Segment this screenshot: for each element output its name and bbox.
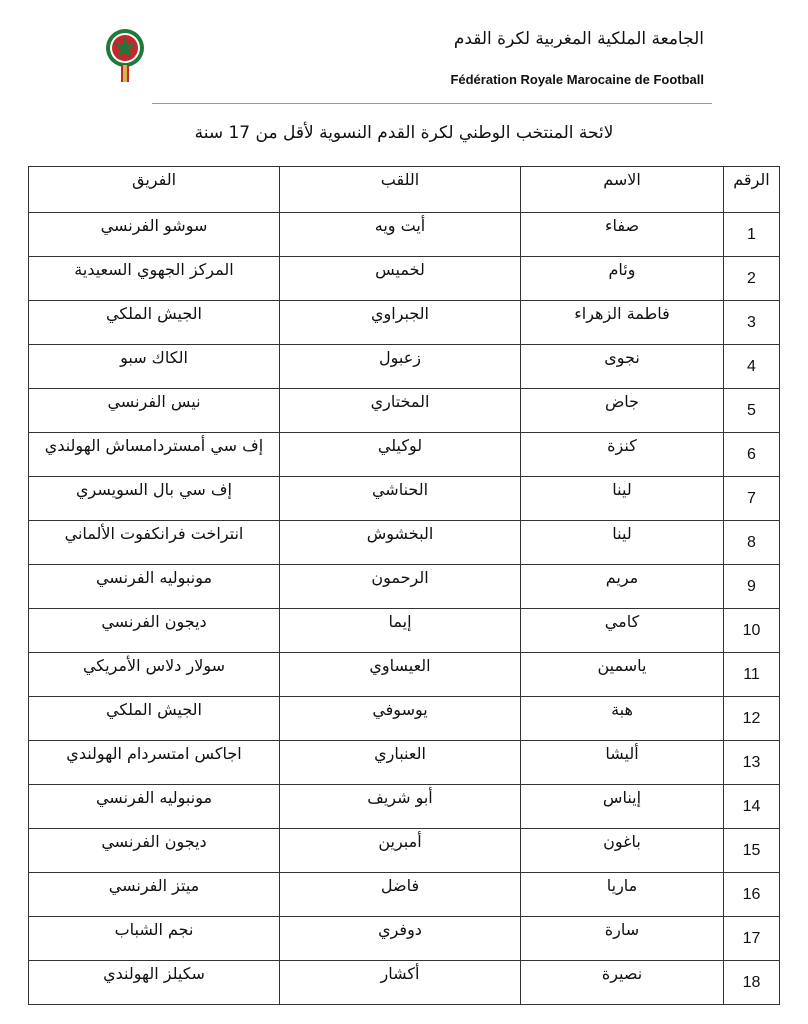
column-header-name: الاسم <box>521 167 724 213</box>
federation-name-french: Fédération Royale Marocaine de Football <box>450 72 704 87</box>
table-row <box>29 301 780 345</box>
cell-name: لينا <box>521 477 724 521</box>
cell-number: 8 <box>724 521 780 565</box>
federation-name-arabic: الجامعة الملكية المغربية لكرة القدم <box>453 29 704 49</box>
table-row <box>29 213 780 257</box>
cell-surname: زعبول <box>280 345 521 389</box>
cell-name: مريم <box>521 565 724 609</box>
table-row <box>29 345 780 389</box>
cell-number: 4 <box>724 345 780 389</box>
cell-team: مونبوليه الفرنسي <box>29 565 280 609</box>
cell-name: باغون <box>521 829 724 873</box>
table-row <box>29 697 780 741</box>
cell-name: أليشا <box>521 741 724 785</box>
table-row <box>29 653 780 697</box>
cell-team: سولار دلاس الأمريكي <box>29 653 280 697</box>
cell-surname: المختاري <box>280 389 521 433</box>
cell-team: انتراخت فرانكفوت الألماني <box>29 521 280 565</box>
cell-number: 3 <box>724 301 780 345</box>
cell-name: كنزة <box>521 433 724 477</box>
cell-number: 13 <box>724 741 780 785</box>
cell-surname: أكشار <box>280 961 521 1005</box>
cell-number: 11 <box>724 653 780 697</box>
header-divider <box>152 103 712 104</box>
cell-name: ياسمين <box>521 653 724 697</box>
cell-name: إيناس <box>521 785 724 829</box>
cell-team: سكيلز الهولندي <box>29 961 280 1005</box>
cell-number: 16 <box>724 873 780 917</box>
cell-surname: الجبراوي <box>280 301 521 345</box>
table-row <box>29 873 780 917</box>
cell-team: نيس الفرنسي <box>29 389 280 433</box>
cell-surname: إيما <box>280 609 521 653</box>
cell-team: الكاك سبو <box>29 345 280 389</box>
cell-team: اجاكس امتسردام الهولندي <box>29 741 280 785</box>
page-title: لائحة المنتخب الوطني لكرة القدم النسوية لأقل من 17 سنة <box>194 123 614 143</box>
cell-team: إف سي بال السويسري <box>29 477 280 521</box>
cell-number: 15 <box>724 829 780 873</box>
cell-surname: دوفري <box>280 917 521 961</box>
cell-name: نصيرة <box>521 961 724 1005</box>
cell-name: جاض <box>521 389 724 433</box>
cell-team: ميتز الفرنسي <box>29 873 280 917</box>
cell-surname: يوسوفي <box>280 697 521 741</box>
cell-name: لينا <box>521 521 724 565</box>
column-header-number: الرقم <box>724 167 780 213</box>
column-header-team: الفريق <box>29 167 280 213</box>
table-row <box>29 829 780 873</box>
roster-table <box>28 166 780 1005</box>
column-header-surname: اللقب <box>280 167 521 213</box>
cell-number: 14 <box>724 785 780 829</box>
cell-number: 5 <box>724 389 780 433</box>
cell-surname: أبو شريف <box>280 785 521 829</box>
cell-team: إف سي أمستردامساش الهولندي <box>29 433 280 477</box>
cell-surname: لخميس <box>280 257 521 301</box>
cell-name: كامي <box>521 609 724 653</box>
cell-surname: العنباري <box>280 741 521 785</box>
cell-team: الجيش الملكي <box>29 697 280 741</box>
cell-surname: أيت ويه <box>280 213 521 257</box>
table-row <box>29 433 780 477</box>
cell-name: وئام <box>521 257 724 301</box>
cell-surname: الرحمون <box>280 565 521 609</box>
cell-surname: البخشوش <box>280 521 521 565</box>
cell-number: 18 <box>724 961 780 1005</box>
table-row <box>29 741 780 785</box>
cell-name: صفاء <box>521 213 724 257</box>
cell-team: الجيش الملكي <box>29 301 280 345</box>
cell-name: سارة <box>521 917 724 961</box>
cell-number: 10 <box>724 609 780 653</box>
frmf-crest-icon <box>103 28 147 84</box>
cell-surname: العيساوي <box>280 653 521 697</box>
table-row <box>29 917 780 961</box>
table-row <box>29 257 780 301</box>
cell-team: ديجون الفرنسي <box>29 829 280 873</box>
table-row <box>29 477 780 521</box>
cell-surname: أمبرين <box>280 829 521 873</box>
cell-number: 2 <box>724 257 780 301</box>
cell-number: 7 <box>724 477 780 521</box>
document-header <box>0 0 808 110</box>
table-row <box>29 609 780 653</box>
table-header-row <box>29 167 780 213</box>
cell-name: هبة <box>521 697 724 741</box>
table-row <box>29 785 780 829</box>
table-row <box>29 961 780 1005</box>
cell-team: المركز الجهوي السعيدية <box>29 257 280 301</box>
table-row <box>29 389 780 433</box>
cell-name: ماريا <box>521 873 724 917</box>
cell-team: مونبوليه الفرنسي <box>29 785 280 829</box>
cell-name: فاطمة الزهراء <box>521 301 724 345</box>
cell-surname: لوكيلي <box>280 433 521 477</box>
cell-number: 9 <box>724 565 780 609</box>
roster-table-body <box>29 213 780 1005</box>
cell-team: ديجون الفرنسي <box>29 609 280 653</box>
cell-number: 17 <box>724 917 780 961</box>
cell-number: 1 <box>724 213 780 257</box>
cell-name: نجوى <box>521 345 724 389</box>
cell-team: نجم الشباب <box>29 917 280 961</box>
cell-surname: الحناشي <box>280 477 521 521</box>
cell-number: 6 <box>724 433 780 477</box>
cell-number: 12 <box>724 697 780 741</box>
cell-surname: فاضل <box>280 873 521 917</box>
cell-team: سوشو الفرنسي <box>29 213 280 257</box>
table-row <box>29 521 780 565</box>
table-row <box>29 565 780 609</box>
